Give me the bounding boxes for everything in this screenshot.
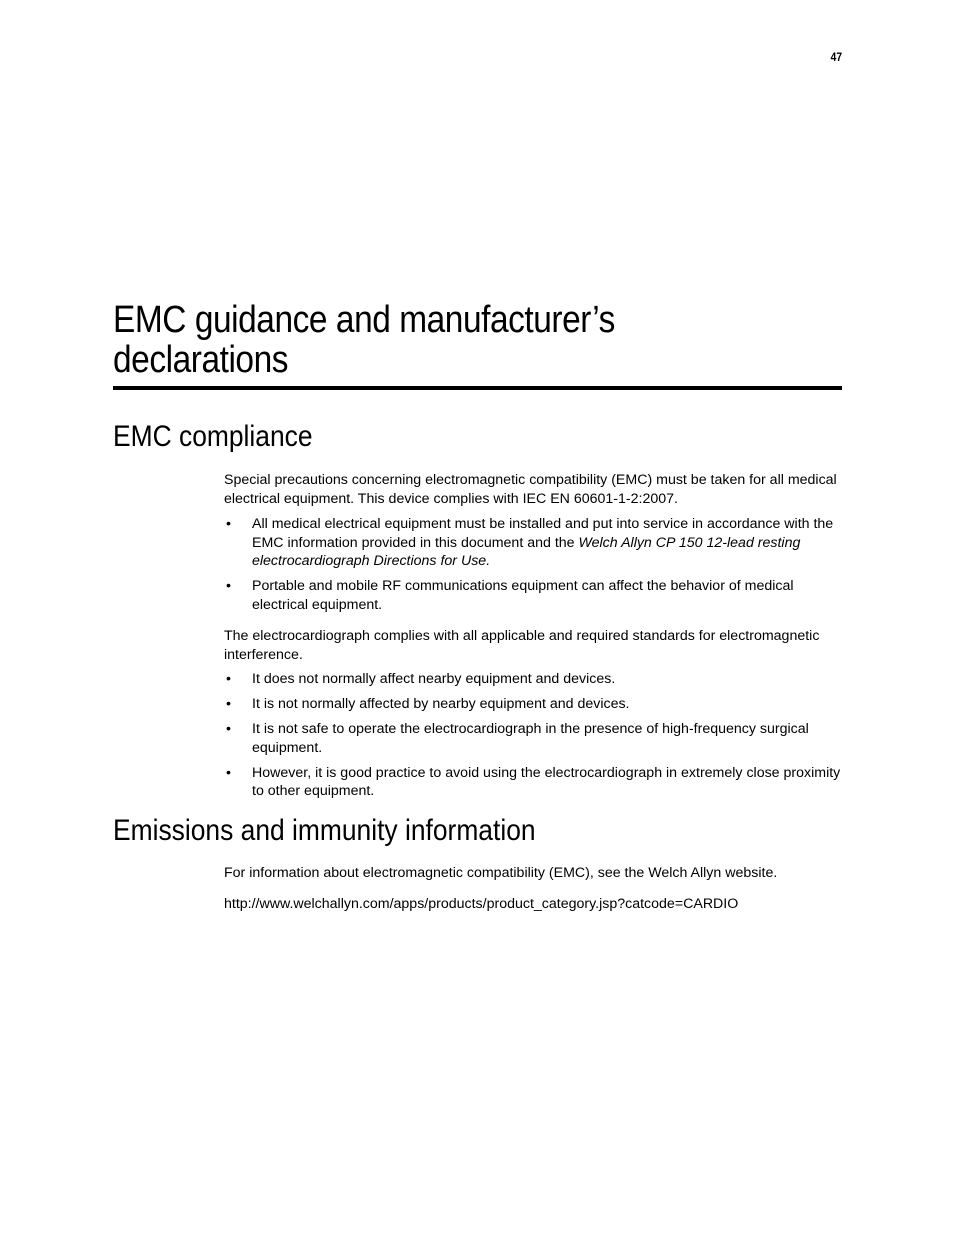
list-item (224, 695, 844, 714)
bullet-icon: • (226, 721, 231, 737)
chapter-title-line-1: EMC guidance and manufacturer’s (113, 299, 615, 341)
emc-standards-text: The electrocardiograph complies with all applicable and required standards for electromagnetic interference. (224, 628, 820, 663)
chapter-title (113, 300, 842, 380)
page-number: 47 (830, 50, 842, 64)
emissions-heading: Emissions and immunity information (113, 814, 536, 847)
list-item-text: However, it is good practice to avoid using the electrocardiograph in extremely close proximity to other equipment. (252, 764, 841, 799)
list-item-text: All medical electrical equipment must be installed and put into service in accordance with the EMC information provided in this document and the (252, 516, 834, 551)
emissions-paragraph (224, 864, 844, 883)
emc-bullet-list-2 (224, 670, 844, 801)
emissions-text: For information about electromagnetic compatibility (EMC), see the Welch Allyn website. (224, 865, 778, 881)
emc-intro-text: Special precautions concerning electromagnetic compatibility (EMC) must be taken for all medical electrical equipment. This device complies with IEC EN 60601-1-2:2007. (224, 472, 837, 507)
list-item (224, 515, 844, 571)
list-item (224, 764, 844, 801)
list-item-text: It is not safe to operate the electrocardiograph in the presence of high-frequency surgical equipment. (252, 721, 809, 756)
website-url-text: http://www.welchallyn.com/apps/products/product_category.jsp?catcode=CARDIO (224, 896, 739, 912)
website-url (224, 895, 844, 914)
bullet-icon: • (226, 516, 231, 532)
bullet-icon: • (226, 671, 231, 687)
bullet-icon: • (226, 578, 231, 594)
emc-intro-paragraph (224, 471, 844, 508)
bullet-icon: • (226, 764, 231, 781)
list-item (224, 670, 844, 689)
title-rule (113, 386, 842, 390)
emc-compliance-heading: EMC compliance (113, 420, 313, 453)
list-item-text: It does not normally affect nearby equipment and devices. (252, 671, 616, 687)
list-item (224, 577, 844, 614)
list-item (224, 720, 844, 757)
emc-standards-paragraph (224, 627, 844, 664)
bullet-icon: • (226, 696, 231, 712)
document-reference: Welch Allyn CP 150 12-lead resting electrocardiograph Directions for Use. (252, 534, 801, 569)
list-item-text: It is not normally affected by nearby equipment and devices. (252, 696, 630, 712)
chapter-title-line-2: declarations (113, 339, 289, 381)
list-item-text: Portable and mobile RF communications equipment can affect the behavior of medical electrical equipment. (252, 578, 794, 613)
emc-bullet-list-1 (224, 515, 844, 614)
